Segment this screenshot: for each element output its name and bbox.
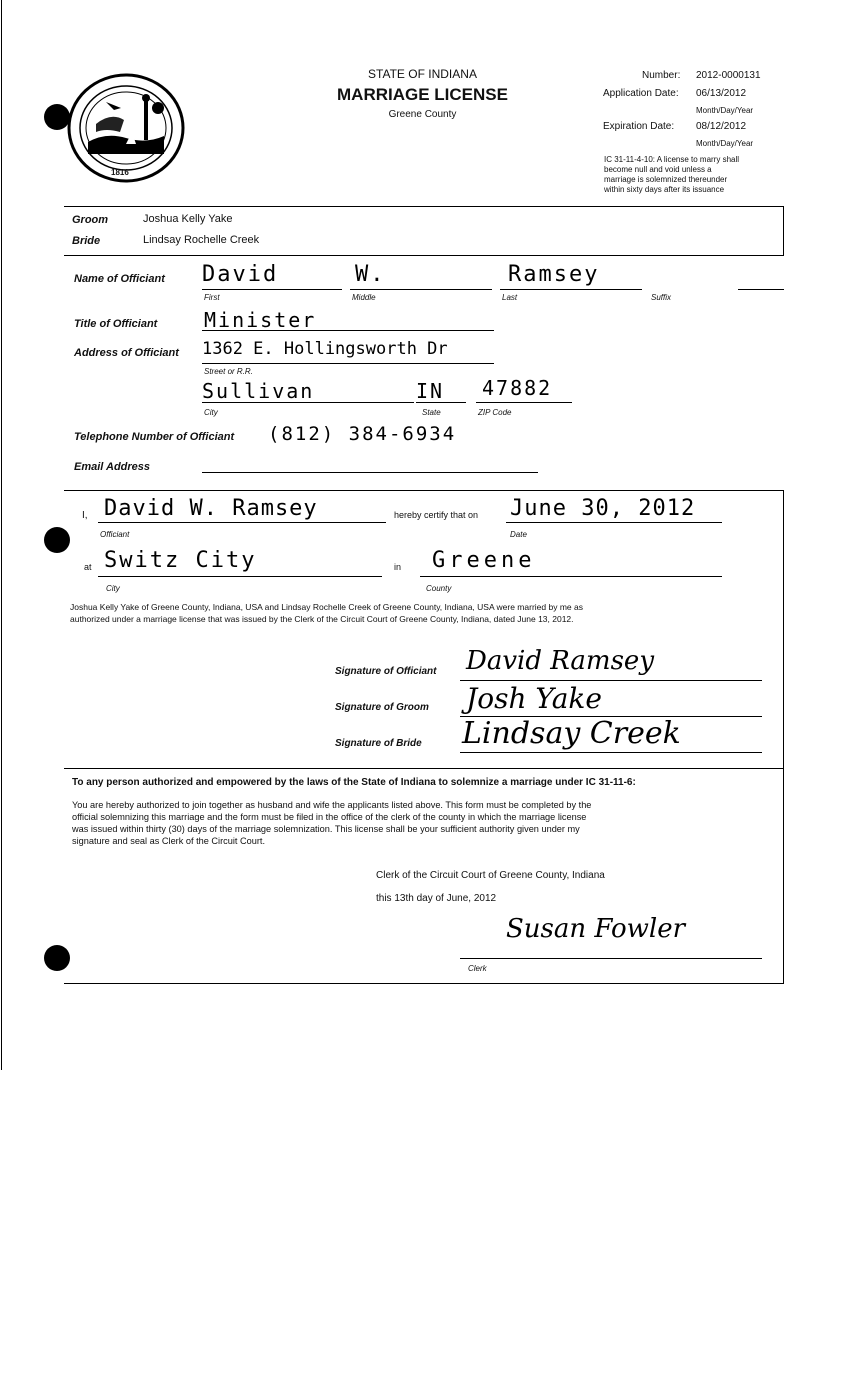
cert-date-caption: Date: [510, 530, 527, 539]
expiration-date-format: Month/Day/Year: [696, 139, 754, 148]
sig-officiant: David Ramsey: [466, 646, 655, 676]
officiant-title: Minister: [204, 308, 317, 332]
email-label: Email Address: [74, 461, 151, 473]
cert-county: Greene: [432, 548, 536, 573]
authorization-heading: To any person authorized and empowered by the laws of the State of Indiana to solemnize a marriage under IC 31-11-6:: [72, 777, 636, 788]
street-caption: Street or R.R.: [204, 367, 253, 376]
last-name-line: [500, 289, 642, 290]
middle-name-line: [350, 289, 492, 290]
suffix-caption: Suffix: [651, 293, 672, 302]
cert-in: in: [394, 562, 402, 572]
zip-caption: ZIP Code: [478, 408, 512, 417]
sig-officiant-line: [460, 680, 762, 681]
email-line: [202, 472, 538, 473]
expiration-date: 08/12/2012: [696, 121, 747, 132]
clerk-sig-line: [460, 958, 762, 959]
cert-city-caption: City: [106, 584, 120, 593]
clerk-line1: Clerk of the Circuit Court of Greene County, Indiana: [376, 870, 605, 881]
seal-year: 1816: [111, 168, 129, 177]
cert-officiant-caption: Officiant: [100, 530, 130, 539]
application-date: 06/13/2012: [696, 88, 747, 99]
clerk-signature: Susan Fowler: [506, 914, 686, 944]
officiant-zip: 47882: [482, 376, 553, 400]
officiant-title-label: Title of Officiant: [74, 318, 158, 330]
officiant-phone: (812) 384-6934: [268, 423, 457, 445]
sig-bride: Lindsay Creek: [462, 716, 681, 751]
bride-label: Bride: [72, 235, 101, 247]
suffix-line: [738, 289, 784, 290]
expiration-date-label: Expiration Date:: [603, 121, 675, 132]
zip-line: [476, 402, 572, 403]
first-caption: First: [204, 293, 220, 302]
cert-officiant-line: [98, 522, 386, 523]
document-title: MARRIAGE LICENSE: [337, 85, 508, 104]
sig-officiant-label: Signature of Officiant: [335, 666, 437, 677]
sig-bride-label: Signature of Bride: [335, 738, 422, 749]
officiant-street: 1362 E. Hollingsworth Dr: [202, 339, 448, 359]
state-name: STATE OF INDIANA: [368, 67, 477, 81]
cert-at: at: [84, 562, 92, 572]
cert-date: June 30, 2012: [510, 496, 696, 521]
cert-i: I,: [82, 510, 88, 521]
city-line: [202, 402, 414, 403]
cert-statement: Joshua Kelly Yake of Greene County, Indiana, USA and Lindsay Rochelle Creek of Greene County, Indiana, USA were married by me as authorized under a marriage license that was issued by the Clerk of the Circuit Court of Greene County, Indiana, dated June 13, 2012.: [70, 602, 583, 624]
cert-city: Switz City: [104, 548, 257, 573]
first-name-line: [202, 289, 342, 290]
cert-city-line: [98, 576, 382, 577]
license-number: 2012-0000131: [696, 70, 761, 81]
title-line: [202, 330, 494, 331]
clerk-line2: this 13th day of June, 2012: [376, 893, 497, 904]
authorization-body: You are hereby authorized to join together as husband and wife the applicants listed above. This form must be completed by the official solemnizing this marriage and the form must be filed in the office of the clerk of the county in which the marriage license was issued within thirty (30) days of the marriage solemnization. This license shall be your sufficient authority given under my signature and seal as Clerk of the Circuit Court.: [72, 800, 592, 846]
sig-groom: Josh Yake: [466, 682, 602, 715]
street-line: [202, 363, 494, 364]
county-name: Greene County: [388, 109, 457, 120]
sig-bride-line: [460, 752, 762, 753]
officiant-phone-label: Telephone Number of Officiant: [74, 431, 235, 443]
cert-date-line: [506, 522, 722, 523]
state-line: [416, 402, 466, 403]
groom-label: Groom: [72, 214, 109, 226]
officiant-state: IN: [416, 379, 445, 403]
statute-note: IC 31-11-4-10: A license to marry shall become null and void unless a marriage is solemnized thereunder within sixty days after its issuance: [604, 155, 740, 194]
clerk-caption: Clerk: [468, 964, 487, 973]
application-date-format: Month/Day/Year: [696, 106, 754, 115]
last-caption: Last: [502, 293, 518, 302]
middle-caption: Middle: [352, 293, 376, 302]
license-number-label: Number:: [642, 70, 681, 81]
officiant-last-name: Ramsey: [508, 262, 600, 287]
cert-county-caption: County: [426, 584, 452, 593]
bride-name: Lindsay Rochelle Creek: [143, 234, 260, 246]
cert-officiant-name: David W. Ramsey: [104, 496, 318, 521]
state-caption: State: [422, 408, 441, 417]
groom-name: Joshua Kelly Yake: [143, 213, 233, 225]
sig-groom-label: Signature of Groom: [335, 702, 429, 713]
officiant-address-label: Address of Officiant: [74, 347, 179, 359]
application-date-label: Application Date:: [603, 88, 679, 99]
city-caption: City: [204, 408, 218, 417]
left-margin-rule: [1, 0, 2, 1070]
officiant-name-label: Name of Officiant: [74, 273, 165, 285]
cert-certify-text: hereby certify that on: [394, 510, 479, 520]
officiant-middle-name: W.: [355, 262, 386, 287]
officiant-first-name: David: [202, 262, 279, 287]
officiant-city: Sullivan: [202, 379, 315, 403]
cert-county-line: [420, 576, 722, 577]
